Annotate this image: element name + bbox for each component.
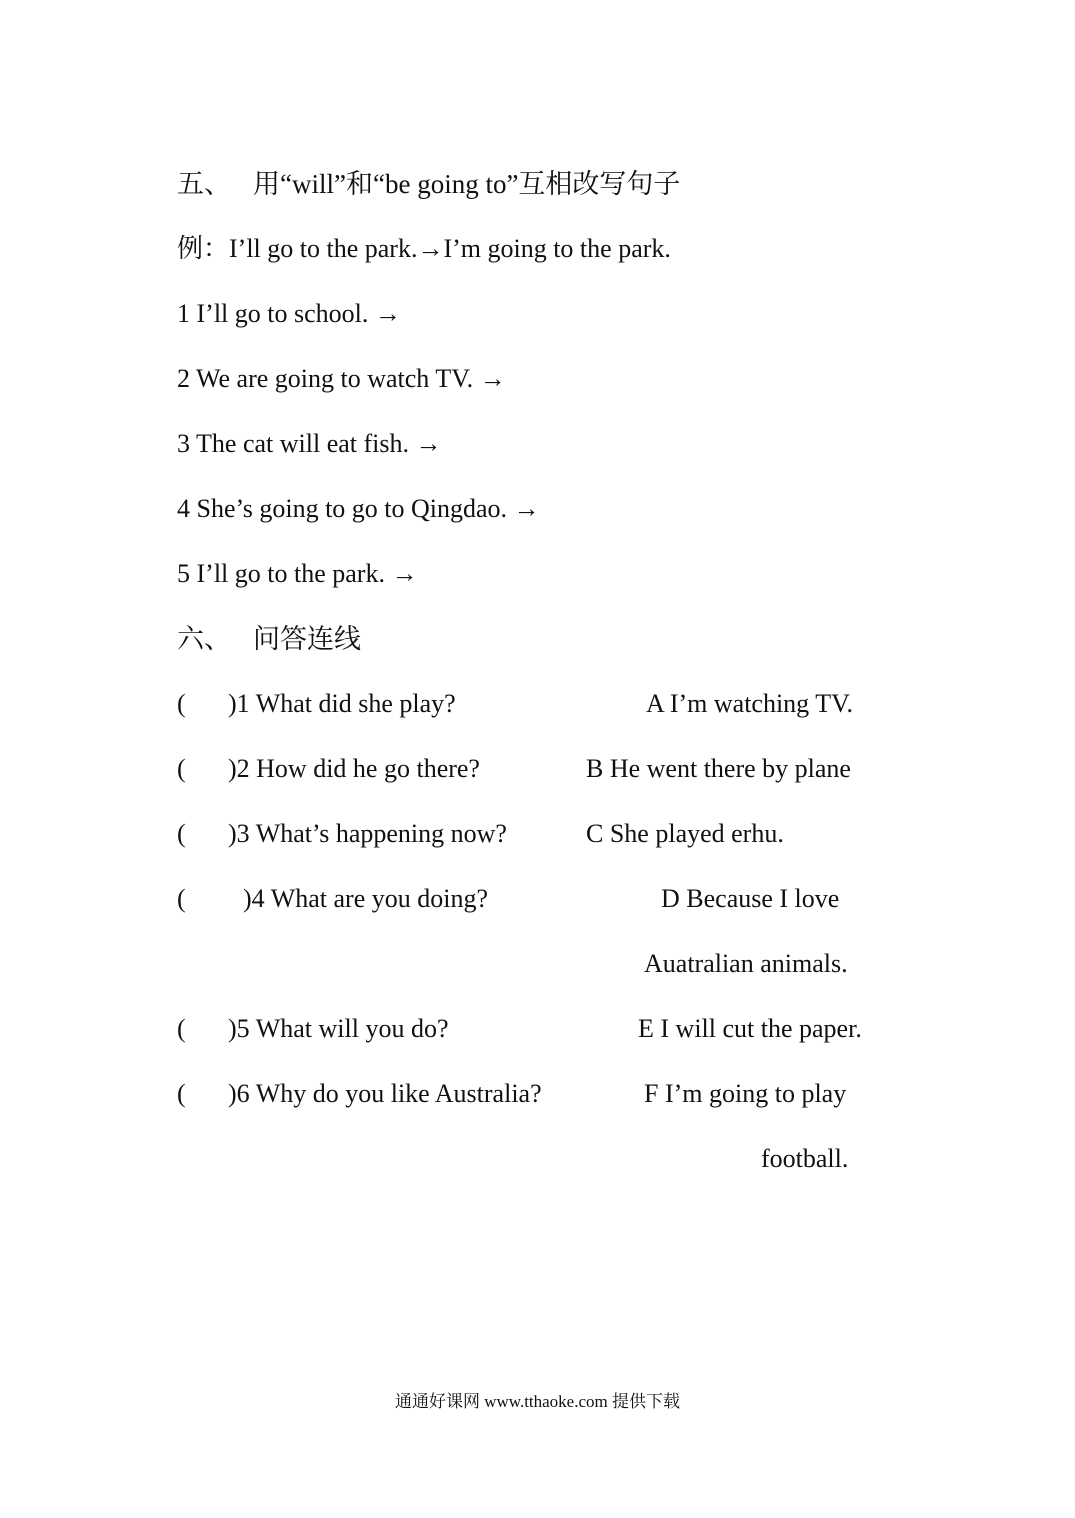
match-question-6: )6 Why do you like Australia? [228, 1079, 542, 1108]
answer-paren: ( [177, 754, 186, 783]
answer-paren: ( [177, 819, 186, 848]
match-answer-a: A I’m watching TV. [646, 689, 854, 718]
rewrite-item-3: 3 The cat will eat fish. → [177, 429, 442, 458]
answer-paren: ( [177, 689, 186, 718]
section-5-title: 用“will”和“be going to”互相改写句子 [253, 169, 681, 199]
section-6-title: 问答连线 [253, 624, 361, 654]
rewrite-item-1: 1 I’ll go to school. → [177, 299, 401, 328]
page-footer: 通通好课网 www.tthaoke.com 提供下载 [394, 1392, 681, 1411]
match-answer-e: E I will cut the paper. [638, 1014, 862, 1043]
match-question-1: )1 What did she play? [228, 689, 456, 718]
answer-paren: ( [177, 884, 186, 913]
match-question-5: )5 What will you do? [228, 1014, 449, 1043]
answer-paren: ( [177, 1079, 186, 1108]
answer-paren: ( [177, 1014, 186, 1043]
match-answer-d-continued: Auatralian animals. [644, 949, 848, 978]
section-6-number: 六、 [177, 624, 231, 654]
rewrite-item-5: 5 I’ll go to the park. → [177, 559, 418, 588]
section-5-example: 例：I’ll go to the park.→I’m going to the park. [177, 234, 671, 263]
match-question-2: )2 How did he go there? [228, 754, 480, 783]
match-answer-b: B He went there by plane [586, 754, 851, 783]
match-answer-d: D Because I love [661, 884, 840, 913]
rewrite-item-2: 2 We are going to watch TV. → [177, 364, 506, 393]
section-5-number: 五、 [177, 169, 231, 199]
match-question-4: )4 What are you doing? [243, 884, 488, 913]
rewrite-item-4: 4 She’s going to go to Qingdao. → [177, 494, 540, 523]
match-answer-f: F I’m going to play [644, 1079, 847, 1108]
section-6-heading [177, 623, 361, 655]
section-5-heading [177, 168, 680, 200]
match-question-3: )3 What’s happening now? [228, 819, 507, 848]
match-answer-f-continued: football. [761, 1144, 849, 1173]
match-answer-c: C She played erhu. [586, 819, 784, 848]
